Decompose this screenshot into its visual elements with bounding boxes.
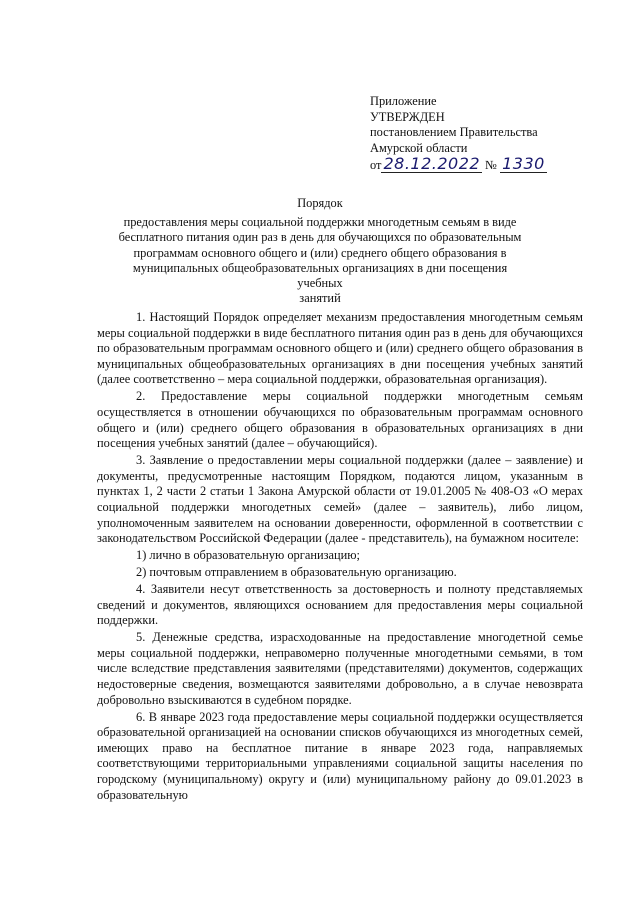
title-heading: Порядок bbox=[297, 196, 343, 210]
paragraph-5: 5. Денежные средства, израсходованные на предоставление многодетной семье меры социальной поддержки, неправомерно полученные многодетными семьями, в том числе вследствие представления заявителями (представителями) документов, содержащих недостоверные сведения, возмещаются заявителями добровольно, а в случае невозврата добровольно взыскиваются в судебном порядке. bbox=[97, 630, 583, 707]
title-line: занятий bbox=[299, 291, 341, 306]
title-line: муниципальных общеобразовательных организациях в дни посещения учебных bbox=[132, 260, 508, 291]
handwritten-date: 28.12.2022 bbox=[383, 154, 481, 174]
paragraph-3: 3. Заявление о предоставлении меры социальной поддержки (далее – заявление) и документы, предусмотренные настоящим Порядком, подаются лицом, указанным в пунктах 1, 2 части 2 статьи 1 Закона Амурской области от 19.01.2005 № 408-ОЗ «О мерах социальной поддержки многодетных семей» (далее – заявитель), либо лицом, уполномоченным заявителем на основании доверенности, оформленной в соответствии с законодательством Российской Федерации (далее - представитель), на бумажном носителе: bbox=[97, 453, 583, 546]
list-item-1: 1) лично в образовательную организацию; bbox=[136, 548, 360, 563]
region-label: Амурской области bbox=[370, 140, 468, 155]
title-line: бесплатного питания один раз в день для обучающихся по образовательным bbox=[118, 230, 522, 245]
document-title bbox=[110, 196, 530, 306]
resolution-label: постановлением Правительства bbox=[370, 125, 538, 140]
number-prefix: № bbox=[485, 158, 497, 173]
date-prefix: от bbox=[370, 158, 382, 173]
handwritten-number: 1330 bbox=[502, 154, 545, 174]
title-line: предоставления меры социальной поддержки многодетным семьям в виде bbox=[123, 215, 517, 230]
approval-stamp-block bbox=[370, 94, 620, 174]
paragraph-2: 2. Предоставление меры социальной поддержки многодетным семьям осуществляется в отношении обучающихся по образовательным программам основного общего и (или) среднего общего образования в образовательных организациях в дни посещения учебных занятий (далее – обучающийся). bbox=[97, 389, 583, 451]
date-underline bbox=[381, 154, 482, 174]
paragraph-6: 6. В январе 2023 года предоставление меры социальной поддержки осуществляется образовательной организацией на основании списков обучающихся из многодетных семей, имеющих право на бесплатное питание в январе 2023 года, направляемых соответствующими территориальными управлениями социальной защиты населения по городскому (муниципальному) округу и (или) муниципальному району до 09.01.2023 в образовательную bbox=[97, 709, 583, 802]
paragraph-1: 1. Настоящий Порядок определяет механизм предоставления многодетным семьям меры социальной поддержки в виде бесплатного питания один раз в день для обучающихся по образовательным программам основного общего и (или) среднего общего образования в муниципальных общеобразовательных организациях в дни посещения учебных занятий (далее соответственно – мера социальной поддержки, образовательная организация). bbox=[97, 310, 583, 387]
document-body bbox=[97, 310, 583, 805]
list-item-2: 2) почтовым отправлением в образовательную организацию. bbox=[136, 565, 457, 580]
date-number-line bbox=[370, 154, 620, 174]
paragraph-4: 4. Заявители несут ответственность за достоверность и полноту представляемых сведений и документов, являющихся основанием для предоставления меры социальной поддержки. bbox=[97, 582, 583, 628]
appendix-label: Приложение bbox=[370, 94, 437, 108]
title-line: программам основного общего и (или) среднего общего образования в bbox=[133, 245, 507, 260]
number-underline bbox=[500, 154, 547, 174]
approved-label: УТВЕРЖДЕН bbox=[370, 109, 445, 124]
